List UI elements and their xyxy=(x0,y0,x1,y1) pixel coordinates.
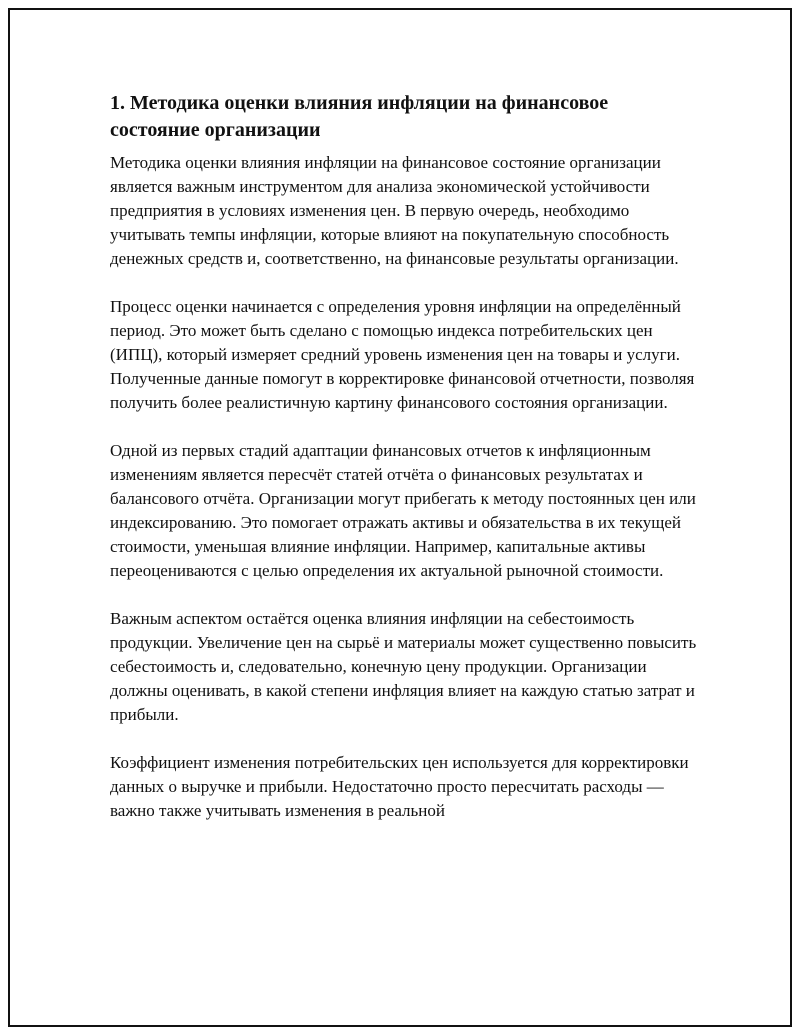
paragraph-5: Коэффициент изменения потребительских цен используется для корректировки данных о выручке и прибыли. Недостаточно просто пересчитать расходы — важно также учитывать изменения в реальной xyxy=(110,753,689,820)
paragraph-2: Процесс оценки начинается с определения уровня инфляции на определённый период. Это может быть сделано с помощью индекса потребительских цен (ИПЦ), который измеряет средний уровень изменения цен на товары и услуги. Полученные данные помогут в корректировке финансовой отчетности, позволяя получить более реалистичную картину финансового состояния организации. xyxy=(110,297,695,412)
document-body xyxy=(110,90,700,847)
paragraph-3: Одной из первых стадий адаптации финансовых отчетов к инфляционным изменениям является пересчёт статей отчёта о финансовых результатах и балансового отчёта. Организации могут прибегать к методу постоянных цен или индексированию. Это помогает отражать активы и обязательства в их текущей стоимости, уменьшая влияние инфляции. Например, капитальные активы переоцениваются с целью определения их актуальной рыночной стоимости. xyxy=(110,441,696,580)
section-heading: 1. Методика оценки влияния инфляции на финансовое состояние организации xyxy=(110,92,609,141)
paragraph-1: Методика оценки влияния инфляции на финансовое состояние организации является важным инструментом для анализа экономической устойчивости предприятия в условиях изменения цен. В первую очередь, необходимо учитывать темпы инфляции, которые влияют на покупательную способность денежных средств и, соответственно, на финансовые результаты организации. xyxy=(110,153,679,268)
paragraph-4: Важным аспектом остаётся оценка влияния инфляции на себестоимость продукции. Увеличение цен на сырьё и материалы может существенно повысить себестоимость и, следовательно, конечную цену продукции. Организации должны оценивать, в какой степени инфляция влияет на каждую статью затрат и прибыли. xyxy=(110,609,697,724)
